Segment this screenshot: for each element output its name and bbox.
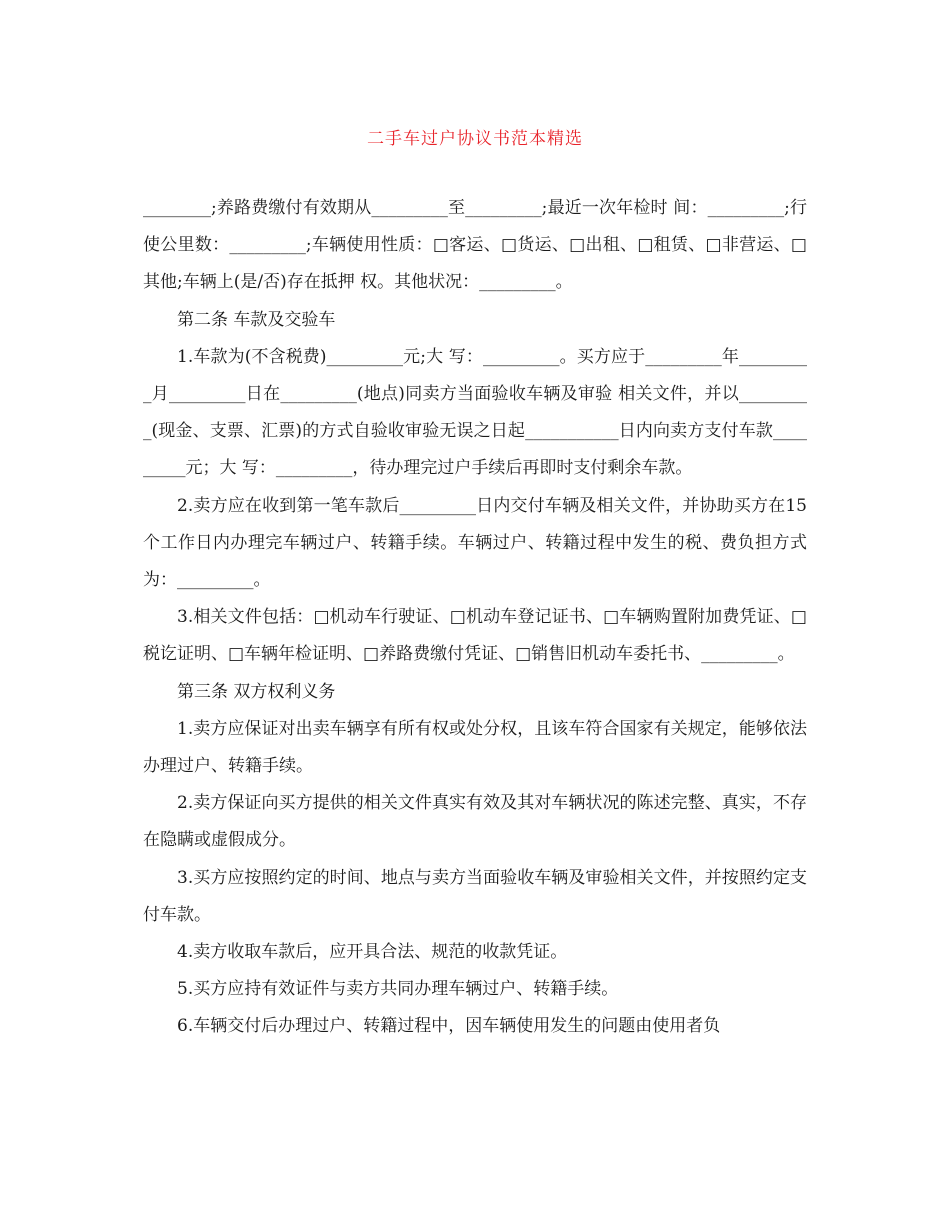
heading-article-3: 第三条 双方权利义务 <box>177 681 336 702</box>
paragraph-article-3-item-2: 2.卖方保证向买方提供的相关文件真实有效及其对车辆状况的陈述完整、真实，不存在隐瞒或虚假成分。 <box>143 793 807 851</box>
paragraph-article-3-item-5: 5.买方应持有效证件与卖方共同办理车辆过户、转籍手续。 <box>177 979 619 1000</box>
paragraph-article-2-item-1: 1.车款为(不含税费)_________元;大 写：_________。买方应于_________年_________月_________日在_________(地点)同卖方当面验收车辆及审验 相关文件，并以_________(现金、支票、汇票)的方式自验收审验无误之日起___________日内向卖方支付车款_________元；大 写：_________，待办理完过户手续后再即时支付剩余车款。 <box>143 346 807 479</box>
paragraph-vehicle-info: ________;养路费缴付有效期从_________至_________;最近一次年检时 间：_________;行使公里数：_________;车辆使用性质：□客运、□货运、□出租、□租赁、□非营运、□其他;车辆上(是/否)存在抵押 权。其他状况：_________。 <box>143 198 807 293</box>
paragraph-article-2-item-2: 2.卖方应在收到第一笔车款后_________日内交付车辆及相关文件，并协助买方在15个工作日内办理完车辆过户、转籍手续。车辆过户、转籍过程中发生的税、费负担方式为：_________。 <box>143 495 807 591</box>
heading-article-2: 第二条 车款及交验车 <box>177 309 336 330</box>
paragraph-article-3-item-3: 3.买方应按照约定的时间、地点与卖方当面验收车辆及审验相关文件，并按照约定支付车款。 <box>143 867 807 925</box>
paragraph-article-3-item-6: 6.车辆交付后办理过户、转籍过程中，因车辆使用发生的问题由使用者负 <box>177 1016 721 1037</box>
paragraph-article-3-item-4: 4.卖方收取车款后，应开具合法、规范的收款凭证。 <box>177 942 568 963</box>
document-body <box>143 190 807 1046</box>
paragraph-article-3-item-1: 1.卖方应保证对出卖车辆享有所有权或处分权，且该车符合国家有关规定，能够依法办理过户、转籍手续。 <box>143 718 807 777</box>
document-title: 二手车过户协议书范本精选 <box>367 129 583 149</box>
paragraph-article-2-item-3: 3.相关文件包括：□机动车行驶证、□机动车登记证书、□车辆购置附加费凭证、□税讫证明、□车辆年检证明、□养路费缴付凭证、□销售旧机动车委托书、_________。 <box>143 607 807 665</box>
